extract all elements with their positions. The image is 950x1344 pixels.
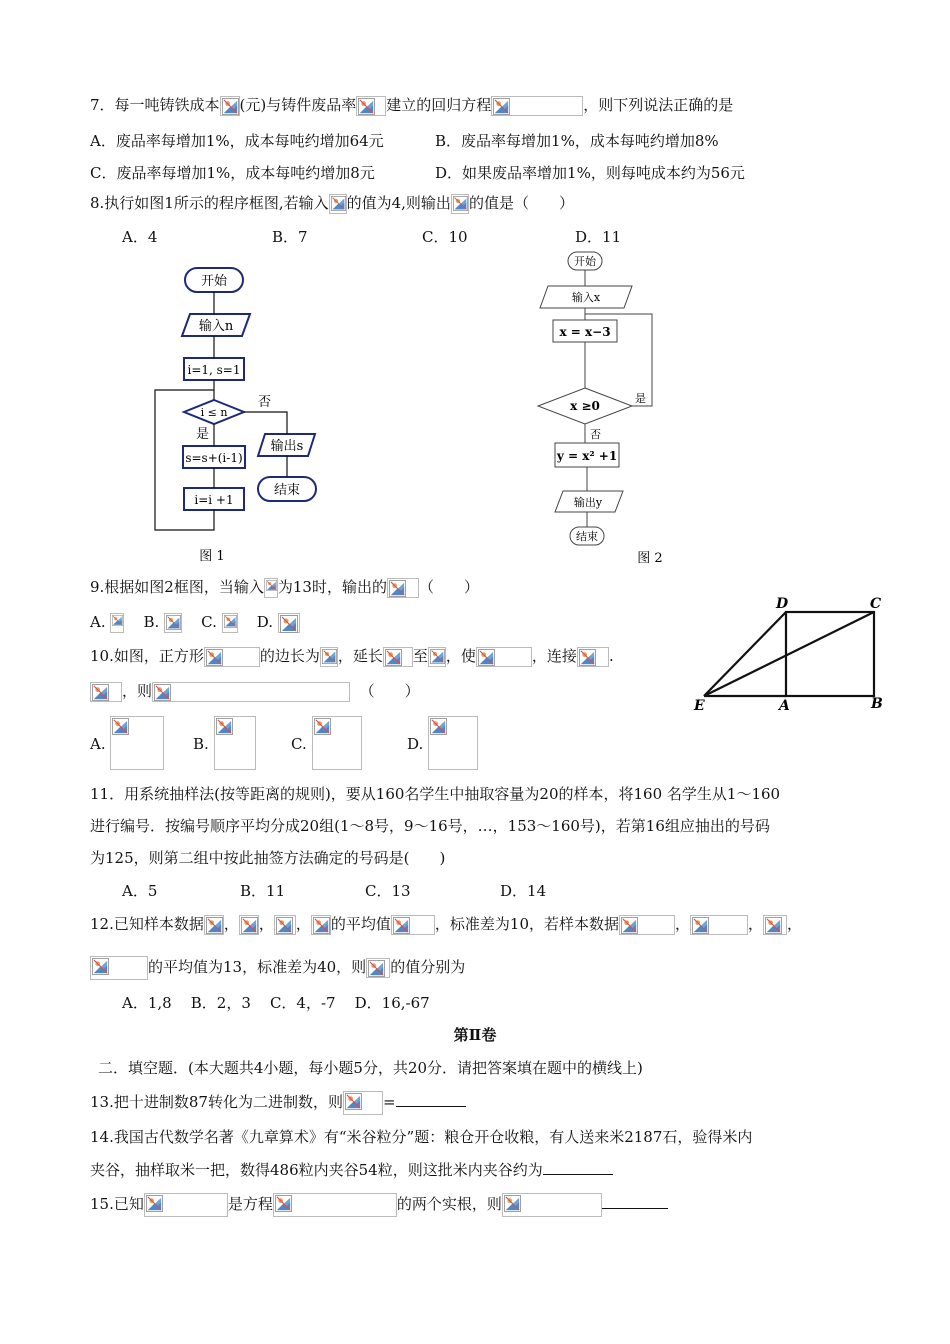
q8-option-d: D．11 [575, 228, 622, 246]
fig2-calc-label: y = x² +1 [556, 449, 618, 463]
formula-image-icon [387, 578, 419, 598]
formula-image-icon [204, 915, 224, 935]
formula-image-icon [214, 716, 256, 770]
q9-option-c: C. [201, 613, 217, 631]
q15-stem-b: 是方程 [227, 1195, 273, 1213]
flowchart-figure-2 [530, 246, 670, 564]
formula-image-icon [222, 613, 238, 633]
formula-image-icon [356, 96, 386, 116]
q10-option-c: C. [291, 716, 362, 772]
formula-image-icon [220, 96, 240, 116]
fill-in-section-header: 二．填空题．(本大题共4小题，每小题5分，共20分．请把答案填在题中的横线上) [98, 1059, 643, 1077]
fig2-output-label: 输出y [573, 496, 603, 509]
q8-stem [90, 193, 574, 214]
q14-line-1: 14.我国古代数学名著《九章算术》有“米谷粒分”题：粮仓开仓收粮，有人送来米2187石，验得米内 [90, 1128, 753, 1146]
fig1-update-s-label: s=s+(i-1) [185, 451, 243, 465]
q12-stem-b: 的平均值 [330, 915, 391, 933]
vertex-label-c: C [870, 596, 882, 612]
formula-image-icon [320, 647, 338, 667]
q13-stem-b: = [382, 1093, 396, 1111]
q14-answer-blank[interactable] [543, 1158, 613, 1175]
formula-image-icon [763, 915, 787, 935]
part-two-title: 第Ⅱ卷 [453, 1026, 497, 1044]
q12-stem-c: ，标准差为10，若样本数据 [434, 915, 620, 933]
q15-stem-a: 15.已知 [90, 1195, 144, 1213]
q15-stem-c: 的两个实根，则 [396, 1195, 502, 1213]
q12-stem-d: 的平均值为13，标准差为40，则 [148, 958, 367, 976]
q11-option-d: D．14 [500, 882, 547, 900]
formula-image-icon [278, 613, 300, 633]
q11-line-2: 进行编号．按编号顺序平均分成20组(1～8号，9～16号，…，153～160号)，若第16组应抽出的号码 [90, 817, 770, 835]
vertex-label-a: A [779, 698, 790, 712]
q9-option-a: A. [90, 613, 106, 631]
q9-option-b: B. [143, 613, 160, 631]
vertex-label-e: E [694, 698, 705, 712]
q9-options [90, 612, 300, 633]
q12-stem-line2 [90, 956, 465, 980]
q10-option-d: D. [407, 716, 478, 772]
q7-stem [90, 95, 733, 116]
vertex-label-b: B [871, 696, 883, 712]
q9-stem-a: 9.根据如图2框图，当输入 [90, 578, 264, 596]
q15-stem [90, 1192, 668, 1217]
fig1-update-i-label: i=i +1 [194, 493, 234, 507]
q10-stem [90, 646, 614, 667]
fig2-end-label: 结束 [576, 530, 598, 543]
q12-stem-a: 12.已知样本数据 [90, 915, 204, 933]
q10-stem-i: （ ） [359, 682, 420, 700]
q10-option-b: B. [193, 716, 256, 772]
formula-image-icon [90, 682, 122, 702]
formula-image-icon [451, 194, 469, 214]
q7-option-a: A．废品率每增加1%，成本每吨约增加64元 [90, 132, 384, 150]
q14-line-2 [90, 1158, 613, 1180]
q9-stem-b: 为13时，输出的 [277, 578, 387, 596]
q8-stem-c: 的值是（ ） [468, 194, 574, 212]
q10-stem-d: 至 [412, 647, 428, 665]
formula-image-icon [239, 915, 259, 935]
q10-stem-b: 的边长为 [259, 647, 320, 665]
formula-image-icon [312, 716, 362, 770]
formula-image-icon [110, 716, 164, 770]
formula-image-icon [329, 194, 347, 214]
q10-stem-c: ，延长 [337, 647, 383, 665]
formula-image-icon [383, 647, 413, 667]
q13-stem-a: 13.把十进制数87转化为二进制数，则 [90, 1093, 343, 1111]
q10-stem-g: . [608, 647, 614, 665]
formula-image-icon [152, 682, 350, 702]
q10-option-a: A. [90, 716, 164, 772]
fig1-end-label: 结束 [273, 483, 301, 498]
q12-stem: 12.已知样本数据 ， ， ， 的平均值 ，标准差为10，若样本数据 ， ， ， [90, 915, 803, 933]
square-geometry-figure [690, 592, 900, 712]
q7-option-b: B．废品率每增加1%，成本每吨约增加8% [435, 132, 719, 150]
q12-options: A．1,8 B．2，3 C．4，-7 D．16,-67 [122, 994, 430, 1012]
fig2-caption: 图 2 [637, 551, 663, 564]
formula-image-icon [343, 1091, 383, 1115]
q12-stem-e: 的值分别为 [390, 958, 466, 976]
q10-stem-e: ，使 [445, 647, 476, 665]
q8-option-c: C．10 [422, 228, 468, 246]
formula-image-icon [366, 958, 390, 978]
fig2-yes-label: 是 [635, 392, 646, 405]
q7-stem-b: (元)与铸件废品率 [239, 96, 357, 114]
formula-image-icon [577, 647, 609, 667]
formula-image-icon [311, 915, 331, 935]
fig1-output-label: 输出s [270, 439, 304, 454]
q8-stem-b: 的值为4,则输出 [346, 194, 451, 212]
q11-option-a: A．5 [122, 882, 158, 900]
formula-image-icon [502, 1193, 602, 1217]
q14-line-2-text: 夹谷，抽样取米一把，数得486粒内夹谷54粒，则这批米内夹谷约为 [90, 1161, 543, 1179]
formula-image-icon [690, 915, 748, 935]
formula-image-icon [428, 716, 478, 770]
q8-option-a: A．4 [122, 228, 158, 246]
formula-image-icon [391, 915, 435, 935]
q13-answer-blank[interactable] [396, 1090, 466, 1107]
q10-stem-line2 [90, 681, 420, 702]
formula-image-icon [491, 96, 583, 116]
fig1-yes-label: 是 [196, 427, 210, 442]
formula-image-icon [273, 1193, 397, 1217]
q11-option-b: B．11 [240, 882, 286, 900]
formula-image-icon [110, 613, 124, 633]
vertex-label-d: D [776, 596, 789, 612]
fig1-caption: 图 1 [199, 549, 225, 564]
formula-image-icon [476, 647, 532, 667]
q7-option-d: D．如果废品率增加1%，则每吨成本约为56元 [435, 164, 745, 182]
fig1-start-label: 开始 [200, 274, 228, 289]
fig2-cond-label: x ≥0 [570, 399, 600, 413]
q11-option-c: C．13 [365, 882, 411, 900]
formula-image-icon [274, 915, 296, 935]
q8-stem-a: 8.执行如图1所示的程序框图,若输入 [90, 194, 329, 212]
q10-stem-f: ，连接 [531, 647, 577, 665]
q10-stem-a: 10.如图，正方形 [90, 647, 204, 665]
formula-image-icon [144, 1193, 228, 1217]
formula-image-icon [164, 613, 182, 633]
fig1-cond-label: i ≤ n [200, 406, 228, 419]
q13-stem [90, 1090, 466, 1115]
fig1-input-label: 输入n [198, 319, 234, 334]
q9-stem [90, 577, 479, 598]
q7-stem-a: 7．每一吨铸铁成本 [90, 96, 220, 114]
q7-stem-d: ，则下列说法正确的是 [583, 96, 734, 114]
formula-image-icon [204, 647, 260, 667]
fig2-no-label: 否 [590, 428, 601, 441]
fig2-input-label: 输入x [571, 291, 601, 304]
q15-answer-blank[interactable] [602, 1192, 668, 1209]
flowchart-figure-1 [150, 262, 350, 567]
formula-image-icon [90, 956, 148, 980]
fig2-start-label: 开始 [574, 255, 596, 268]
formula-image-icon [428, 647, 446, 667]
fig1-no-label: 否 [258, 395, 272, 410]
q9-option-d: D. [256, 613, 273, 631]
fig2-step-label: x = x−3 [559, 325, 611, 339]
formula-image-icon [264, 578, 278, 598]
q11-line-3: 为125，则第二组中按此抽签方法确定的号码是( ) [90, 849, 446, 867]
q7-option-c: C．废品率每增加1%，成本每吨约增加8元 [90, 164, 375, 182]
formula-image-icon [619, 915, 675, 935]
q11-line-1: 11．用系统抽样法(按等距离的规则)，要从160名学生中抽取容量为20的样本，将160 名学生从1～160 [90, 785, 781, 803]
q9-stem-c: （ ） [418, 578, 479, 596]
q7-stem-c: 建立的回归方程 [386, 96, 492, 114]
q8-option-b: B．7 [272, 228, 308, 246]
q10-stem-h: ，则 [122, 682, 153, 700]
fig1-init-label: i=1, s=1 [187, 363, 241, 377]
